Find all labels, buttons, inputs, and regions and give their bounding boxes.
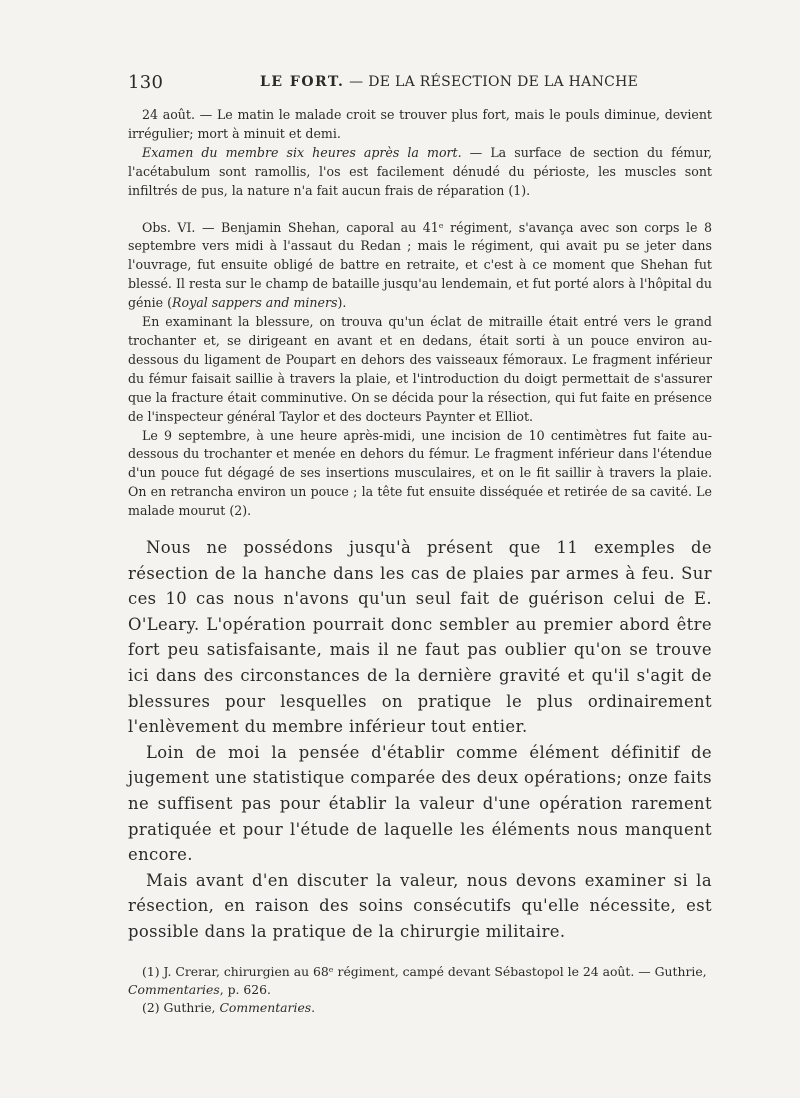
observation-block: [128, 106, 712, 521]
examination-heading: Examen du membre six heures après la mort.: [142, 144, 462, 160]
running-author: LE FORT.: [260, 74, 345, 90]
footnote-1: [128, 963, 712, 999]
observation-vi-unit: Royal sappers and miners: [172, 295, 338, 311]
paragraph-statistics: Nous ne possédons jusqu'à présent que 11 exemples de résection de la hanche dans les cas de plaies par armes à feu. Sur ces 10 cas nous n'avons qu'un seul fait de guérison celui de E. O'Leary. L'opération pourrait donc sembler au premier abord être fort peu satisfaisante, mais il ne faut pas oublier qu'on se trouve ici dans des circonstances de la dernière gravité et qu'il s'agit de blessures pour lesquelles on pratique le plus ordinairement l'enlèvement du membre inférieur tout entier.: [128, 538, 712, 737]
paragraph-military-practice: Mais avant d'en discuter la valeur, nous devons examiner si la résection, en raison des soins consécutifs qu'elle nécessite, est possible dans la pratique de la chirurgie militaire.: [128, 870, 712, 941]
paragraph-examination: [128, 144, 712, 201]
paragraph-operation: Le 9 septembre, à une heure après-midi, une incision de 10 centimètres fut faite au-dessous du trochanter et menée en dehors du fémur. Le fragment inférieur dans l'étendue d'un pouce fut dégagé de ses insertions musculaires, et on le fit saillir à travers la plaie. On en retrancha environ un pouce ; la tête fut ensuite disséquée et retirée de sa cavité. Le malade mourut (2).: [128, 427, 712, 519]
observation-vi-text: Obs. VI. — Benjamin Shehan, caporal au 41ᵉ régiment, s'avança avec son corps le 8 septembre vers midi à l'assaut du Redan ; mais le régiment, qui avait pu se jeter dans l'ouvrage, fut ensuite obligé de battre en retraite, et c'est à ce moment que Shehan fut blessé. Il resta sur le champ de bataille jusqu'au lendemain, et fut porté alors à l'hôpital du génie (: [128, 219, 712, 311]
paragraph-deterioration: 24 août. — Le matin le malade croit se trouver plus fort, mais le pouls diminue, devient irrégulier; mort à minuit et demi.: [128, 107, 712, 141]
footnotes: [128, 963, 712, 1017]
paragraph-observation-vi: [128, 219, 712, 314]
paragraph-judgement: Loin de moi la pensée d'établir comme élément définitif de jugement une statistique comparée des deux opérations; onze faits ne suffisent pas pour établir la valeur d'une opération rarement pratiquée et pour l'étude de laquelle les éléments nous manquent encore.: [128, 742, 712, 865]
footnote-1-title: Commentaries: [128, 981, 220, 997]
footnote-2-title: Commentaries: [219, 999, 312, 1015]
footnote-2: [128, 999, 712, 1017]
running-title: [260, 74, 638, 90]
footnote-2-end: .: [311, 999, 316, 1015]
footnote-1-page: , p. 626.: [219, 981, 271, 997]
discussion-block: [128, 535, 712, 945]
running-subject: — DE LA RÉSECTION DE LA HANCHE: [349, 74, 639, 90]
running-head: [128, 72, 712, 96]
paragraph-wound-exam: En examinant la blessure, on trouva qu'un éclat de mitraille était entré vers le grand trochanter et, se dirigeant en avant et en dedans, était sorti à un pouce environ au-dessous du ligament de Poupart en dehors des vaisseaux fémoraux. Le fragment inférieur du fémur faisait saillie à travers la plaie, et l'introduction du doigt permettait de s'assurer que la fracture était comminutive. On se décida pour la résection, qui fut faite en présence de l'inspecteur général Taylor et des docteurs Paynter et Elliot.: [128, 314, 712, 424]
observation-vi-end: ).: [337, 295, 347, 311]
footnote-2-text: (2) Guthrie,: [142, 999, 220, 1015]
page-number: 130: [128, 72, 164, 93]
footnote-1-text: (1) J. Crerar, chirurgien au 68ᵉ régiment, campé devant Sébastopol le 24 août. — Guthrie,: [142, 963, 707, 979]
examination-text: — La surface de section du fémur, l'acétabulum sont ramollis, l'os est facilement dénudé du périoste, les muscles sont infiltrés de pus, la nature n'a fait aucun frais de réparation (1).: [128, 144, 712, 198]
